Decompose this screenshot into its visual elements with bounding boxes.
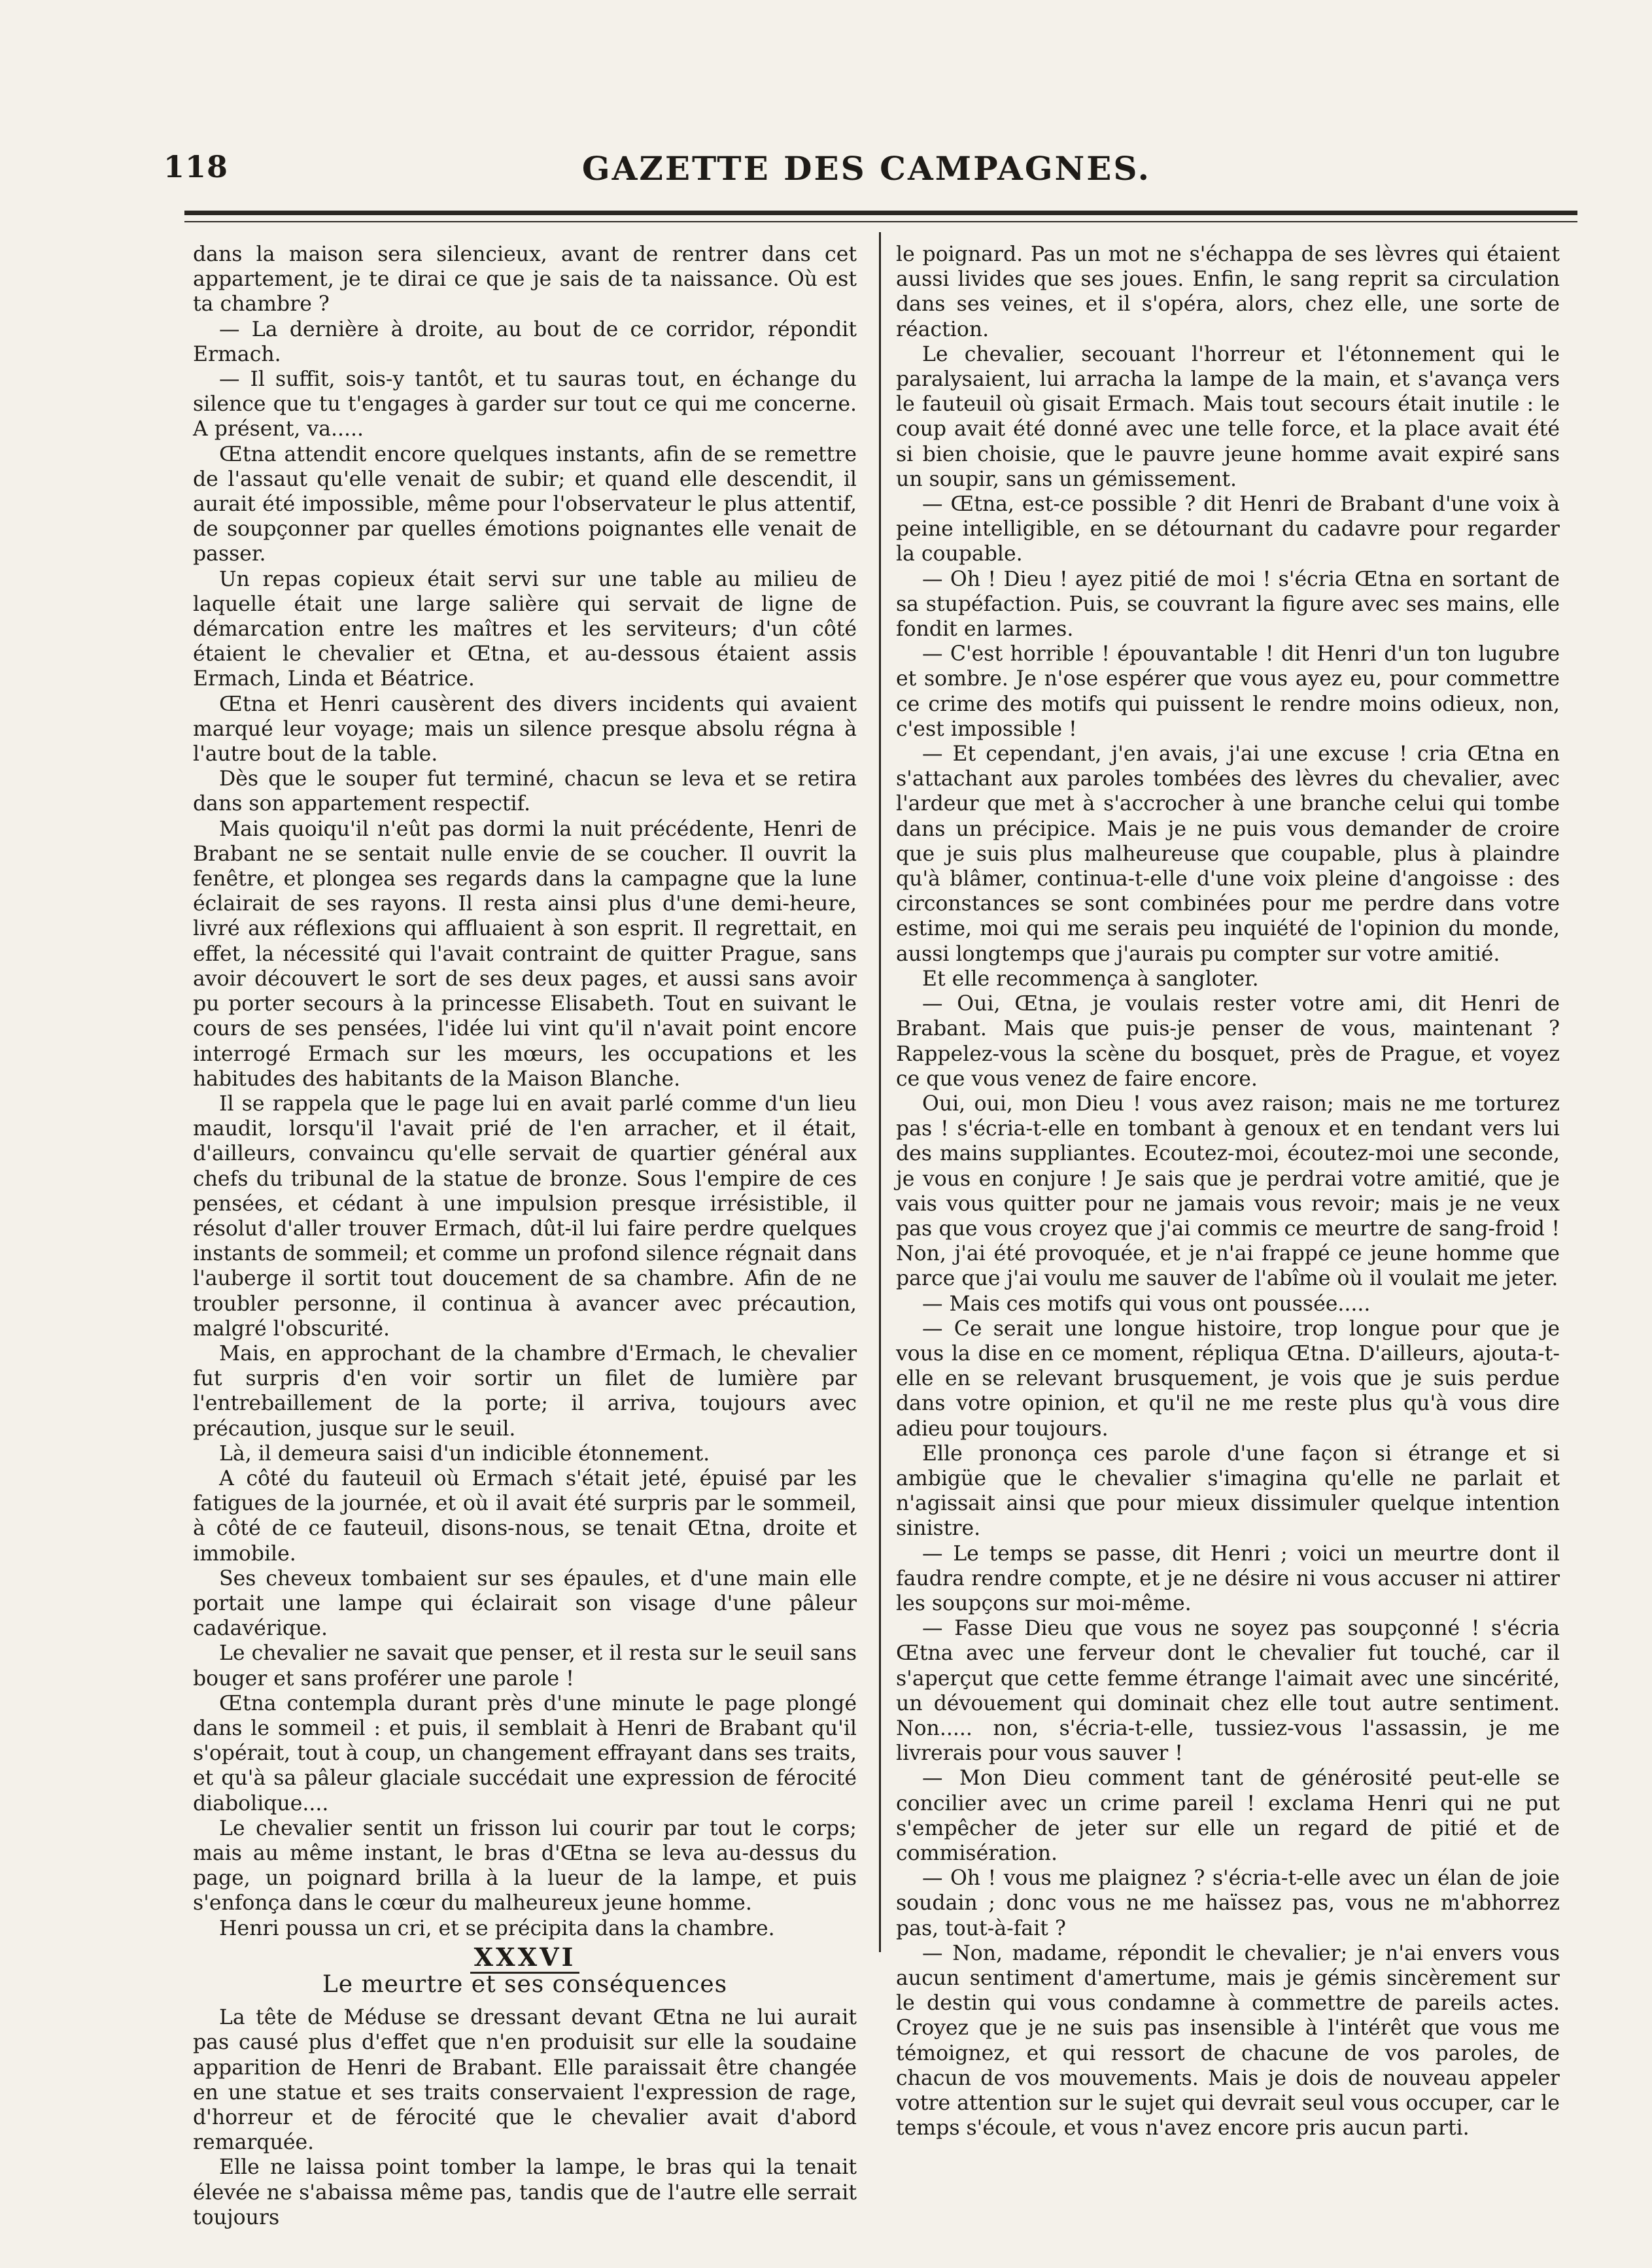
paragraph: — La dernière à droite, au bout de ce corridor, répondit Ermach.: [193, 317, 857, 366]
left-column: [193, 242, 857, 2229]
chapter-number-text: XXXVI: [470, 1942, 580, 1974]
page-number: 118: [163, 149, 229, 184]
paragraph: Le chevalier ne savait que penser, et il resta sur le seuil sans bouger et sans proférer une parole !: [193, 1641, 857, 1691]
right-column: [896, 242, 1560, 2140]
paragraph: — Fasse Dieu que vous ne soyez pas soupçonné ! s'écria Œtna avec une ferveur dont le chevalier fut touché, car il s'aperçut que cette femme étrange l'aimait avec une sincérité, un dévouement qui dominait chez elle tout autre sentiment. Non..... non, s'écria-t-elle, tussiez-vous l'assassin, je me livrerais pour vous sauver !: [896, 1617, 1560, 1766]
paragraph: — Le temps se passe, dit Henri ; voici un meurtre dont il faudra rendre compte, et je ne désire ni vous accuser ni attirer les soupçons sur moi-même.: [896, 1541, 1560, 1615]
paragraph: Un repas copieux était servi sur une table au milieu de laquelle était une large salière qui servait de ligne de démarcation entre les maîtres et les serviteurs; d'un côté étaient le chevalier et Œtna, et au-dessous étaient assis Ermach, Linda et Béatrice.: [193, 567, 857, 691]
paragraph: Mais, en approchant de la chambre d'Ermach, le chevalier fut surpris d'en voir sortir un filet de lumière par l'entrebaillement de la porte; il arriva, toujours avec précaution, jusque sur le seuil.: [193, 1341, 857, 1441]
paragraph: Dès que le souper fut terminé, chacun se leva et se retira dans son appartement respectif.: [193, 767, 857, 816]
paragraph: — Oh ! vous me plaignez ? s'écria-t-elle avec un élan de joie soudain ; donc vous ne me haïssez pas, vous ne m'abhorrez pas, tout-à-fait ?: [896, 1866, 1560, 1940]
paragraph: Œtna attendit encore quelques instants, afin de se remettre de l'assaut qu'elle venait de subir; et quand elle descendit, il aurait été impossible, même pour l'observateur le plus attentif, de soupçonner par quelles émotions poignantes elle venait de passer.: [193, 442, 857, 566]
paragraph: Elle ne laissa point tomber la lampe, le bras qui la tenait élevée ne s'abaissa même pas, tandis que de l'autre elle serrait toujours: [193, 2156, 857, 2229]
paragraph: Ses cheveux tombaient sur ses épaules, et d'une main elle portait une lampe qui éclairait son visage d'une pâleur cadavérique.: [193, 1566, 857, 1641]
paragraph: Mais quoiqu'il n'eût pas dormi la nuit précédente, Henri de Brabant ne se sentait nulle envie de se coucher. Il ouvrit la fenêtre, et plongea ses regards dans la campagne que la lune éclairait de ses rayons. Il resta ainsi plus d'une demi-heure, livré aux réflexions qui affluaient à son esprit. Il regrettait, en effet, la nécessité qui l'avait contraint de quitter Prague, sans avoir découvert le sort de ses deux pages, et aussi sans avoir pu porter secours à la princesse Elisabeth. Tout en suivant le cours de ses pensées, l'idée lui vint qu'il n'avait point encore interrogé Ermach sur les mœurs, les occupations et les habitudes des habitants de la Maison Blanche.: [193, 817, 857, 1091]
paragraph: dans la maison sera silencieux, avant de rentrer dans cet appartement, je te dirai ce que je sais de ta naissance. Où est ta chambre ?: [193, 243, 857, 317]
paragraph: Henri poussa un cri, et se précipita dans la chambre.: [219, 1916, 775, 1940]
paragraph: Le chevalier sentit un frisson lui courir par tout le corps; mais au même instant, le bras d'Œtna se leva au-dessus du page, un poignard brilla à la lueur de la lampe, et puis s'enfonça dans le cœur du malheureux jeune homme.: [193, 1816, 857, 1916]
paragraph: — Il suffit, sois-y tantôt, et tu sauras tout, en échange du silence que tu t'engages à garder sur tout ce qui me concerne. A présent, va.....: [193, 368, 857, 441]
paragraph: La tête de Méduse se dressant devant Œtna ne lui aurait pas causé plus d'effet que n'en produisit sur elle la soudaine apparition de Henri de Brabant. Elle paraissait être changée en une statue et ses traits conservaient l'expression de rage, d'horreur et de férocité que le chevalier avait d'abord remarquée.: [193, 2006, 857, 2155]
paragraph: — Non, madame, répondit le chevalier; je n'ai envers vous aucun sentiment d'amertume, mais je gémis sincèrement sur le destin qui vous condamne à commettre de pareils actes. Croyez que je ne suis pas insensible à l'intérêt que vous me témoignez, et qui ressort de chacune de vos paroles, de chacun de vos mouvements. Mais je dois de nouveau appeler votre attention sur le sujet qui devrait seul vous occuper, car le temps s'écoule, et vous n'avez encore pris aucun parti.: [896, 1941, 1560, 2140]
paragraph: Œtna et Henri causèrent des divers incidents qui avaient marqué leur voyage; mais un silence presque absolu régna à l'autre bout de la table.: [193, 692, 857, 766]
paragraph: Œtna contempla durant près d'une minute le page plongé dans le sommeil : et puis, il semblait à Henri de Brabant qu'il s'opérait, tout à coup, un changement effrayant dans ses traits, et qu'à sa pâleur glaciale succédait une expression de férocité diabolique....: [193, 1691, 857, 1815]
paragraph: Là, il demeura saisi d'un indicible étonnement.: [219, 1441, 710, 1466]
page-header: [163, 149, 1570, 195]
paragraph: A côté du fauteuil où Ermach s'était jeté, épuisé par les fatigues de la journée, et où il avait été surpris par le sommeil, à côté de ce fauteuil, disons-nous, se tenait Œtna, droite et immobile.: [193, 1466, 857, 1566]
paragraph: — Œtna, est-ce possible ? dit Henri de Brabant d'une voix à peine intelligible, en se détournant du cadavre pour regarder la coupable.: [896, 492, 1560, 566]
paragraph: Le chevalier, secouant l'horreur et l'étonnement qui le paralysaient, lui arracha la lampe de la main, et s'avança vers le fauteuil où gisait Ermach. Mais tout secours était inutile : le coup avait été donné avec une telle force, et la place avait été si bien choisie, que le pauvre jeune homme avait expiré sans un soupir, sans un gémissement.: [896, 342, 1560, 491]
paragraph: — Oh ! Dieu ! ayez pitié de moi ! s'écria Œtna en sortant de sa stupéfaction. Puis, se couvrant la figure avec ses mains, elle fondit en larmes.: [896, 567, 1560, 642]
newspaper-title: GAZETTE DES CAMPAGNES.: [581, 149, 1152, 188]
column-divider: [879, 232, 881, 1952]
paragraph: — Ce serait une longue histoire, trop longue pour que je vous la dise en ce moment, répliqua Œtna. D'ailleurs, ajouta-t-elle en se relevant brusquement, je vois que je suis perdue dans votre opinion, et qu'il ne me reste plus qu'à vous dire adieu pour toujours.: [896, 1316, 1560, 1441]
paragraph: — C'est horrible ! épouvantable ! dit Henri d'un ton lugubre et sombre. Je n'ose espérer que vous ayez eu, pour commettre ce crime des motifs qui puissent le rendre moins odieux, non, c'est impossible !: [896, 642, 1560, 741]
chapter-title: Le meurtre et ses conséquences: [322, 1971, 728, 1999]
paragraph: Et elle recommença à sangloter.: [922, 967, 1259, 991]
header-rule-thick: [184, 211, 1577, 215]
paragraph: Oui, oui, mon Dieu ! vous avez raison; mais ne me torturez pas ! s'écria-t-elle en tombant à genoux et en tendant vers lui des mains suppliantes. Ecoutez-moi, écoutez-moi une seconde, je vous en conjure ! Je sais que je perdrai votre amitié, que je vais vous quitter pour ne jamais vous revoir; mais je ne veux pas que vous croyez que j'ai commis ce meurtre de sang-froid ! Non, j'ai été provoquée, et je n'ai frappé ce jeune homme que parce que j'ai voulu me sauver de l'abîme où il voulait me jeter.: [896, 1091, 1560, 1291]
chapter-number: [193, 1942, 857, 1972]
paragraph: Il se rappela que le page lui en avait parlé comme d'un lieu maudit, lorsqu'il l'avait prié de l'en arracher, et il était, d'ailleurs, convaincu qu'elle servait de quartier général aux chefs du tribunal de la statue de bronze. Sous l'empire de ces pensées, et cédant à une impulsion presque irrésistible, il résolut d'aller trouver Ermach, dût-il lui faire perdre quelques instants de sommeil; et comme un profond silence régnait dans l'auberge il sortit tout doucement de sa chambre. Afin de ne troubler personne, il continua à avancer avec précaution, malgré l'obscurité.: [193, 1091, 857, 1341]
paragraph: le poignard. Pas un mot ne s'échappa de ses lèvres qui étaient aussi livides que ses joues. Enfin, le sang reprit sa circulation dans ses veines, et il s'opéra, alors, chez elle, une sorte de réaction.: [896, 243, 1560, 341]
paragraph: — Mon Dieu comment tant de générosité peut-elle se concilier avec un crime pareil ! exclama Henri qui ne put s'empêcher de jeter sur elle un regard de pitié et de commisération.: [896, 1766, 1560, 1865]
paragraph: — Mais ces motifs qui vous ont poussée.....: [922, 1292, 1371, 1316]
paragraph: Elle prononça ces parole d'une façon si étrange et si ambigüe que le chevalier s'imagina qu'elle ne parlait et n'agissait ainsi que pour mieux dissimuler quelque intention sinistre.: [896, 1441, 1560, 1541]
paragraph: — Oui, Œtna, je voulais rester votre ami, dit Henri de Brabant. Mais que puis-je penser de vous, maintenant ? Rappelez-vous la scène du bosquet, près de Prague, et voyez ce que vous venez de faire encore.: [896, 992, 1560, 1091]
header-rule-thin: [184, 221, 1577, 222]
paragraph: — Et cependant, j'en avais, j'ai une excuse ! cria Œtna en s'attachant aux paroles tombées des lèvres du chevalier, avec l'ardeur que met à s'accrocher à une branche celui qui tombe dans un précipice. Mais je ne puis vous demander de croire que je suis plus malheureuse que coupable, plus à plaindre qu'à blâmer, continua-t-elle d'une voix pleine d'angoisse : des circonstances se sont combinées pour me perdre dans votre estime, moi qui me serais peu inquiété de l'opinion du monde, aussi longtemps que j'aurais pu compter sur votre amitié.: [896, 742, 1560, 966]
